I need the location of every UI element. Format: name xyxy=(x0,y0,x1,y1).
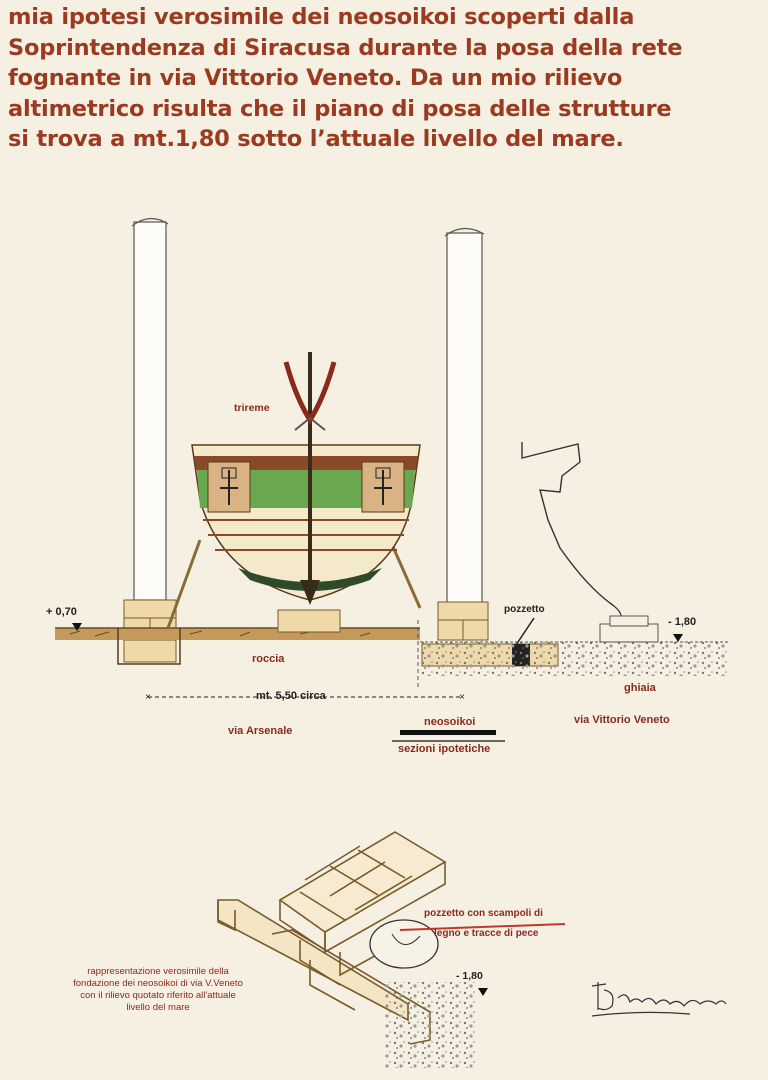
neosoikoi-label: neosoikoi xyxy=(424,716,476,728)
ground-rock xyxy=(55,628,420,664)
gravel-patch xyxy=(384,982,476,1068)
caption-line: livello del mare xyxy=(126,1002,190,1013)
via-vittorio-veneto-label: via Vittorio Veneto xyxy=(574,714,670,726)
title-line: Soprintendenza di Siracusa durante la posa della rete xyxy=(8,34,683,61)
left-column xyxy=(124,218,176,662)
level-detail-label: - 1,80 xyxy=(456,970,483,982)
sezioni-label: sezioni ipotetiche xyxy=(398,743,491,755)
level-left-label: + 0,70 xyxy=(46,606,77,618)
pozzetto-detail-line-2: legno e tracce di pece xyxy=(434,928,539,939)
roccia-label: roccia xyxy=(252,653,285,665)
level-right-label: - 1,80 xyxy=(668,616,697,628)
artist-signature xyxy=(592,982,726,1016)
distance-label: mt. 5,50 circa xyxy=(256,690,326,702)
title-line: si trova a mt.1,80 sotto l’attuale livello del mare. xyxy=(8,126,624,152)
title-line: mia ipotesi verosimile dei neosoikoi scoperti dalla xyxy=(8,4,635,30)
right-column xyxy=(422,228,558,666)
pozzetto-label: pozzetto xyxy=(504,604,545,615)
caption-line: con il rilievo quotato riferito all'attuale xyxy=(80,990,236,1001)
pozzetto-detail-line-1: pozzetto con scampoli di xyxy=(424,908,543,919)
title-line: fognante in via Vittorio Veneto. Da un mio rilievo xyxy=(8,65,623,91)
trireme-drawing xyxy=(168,352,420,632)
ghiaia-label: ghiaia xyxy=(624,682,656,694)
caption-line: fondazione dei neosoikoi di via V.Veneto xyxy=(73,978,243,989)
via-arsenale-label: via Arsenale xyxy=(228,725,293,737)
svg-text:×: × xyxy=(459,692,465,703)
level-marker-detail xyxy=(478,988,488,996)
caption-line: rappresentazione verosimile della xyxy=(87,966,229,977)
neosoikoi-bar xyxy=(400,730,496,735)
svg-text:×: × xyxy=(145,692,151,703)
level-marker-right xyxy=(673,634,683,642)
trireme-label: trireme xyxy=(234,402,270,414)
foundation-caption xyxy=(40,966,276,1014)
title-line: altimetrico risulta che il piano di posa delle strutture xyxy=(8,95,672,122)
